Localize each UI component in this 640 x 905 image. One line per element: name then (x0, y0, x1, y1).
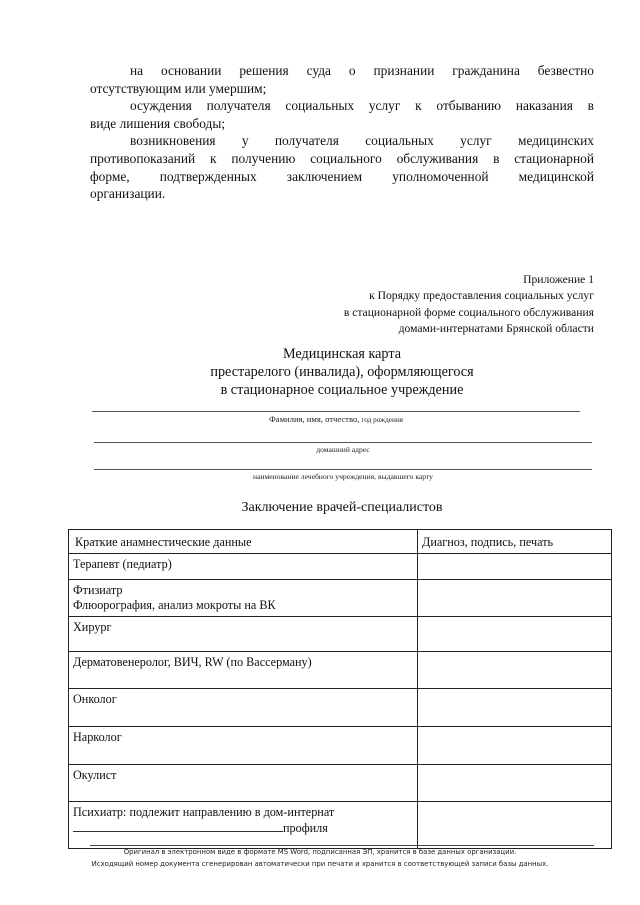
specialist-label: Дерматовенеролог, ВИЧ, RW (по Вассерману) (73, 655, 312, 669)
col1-header: Краткие анамнестические данные (75, 535, 252, 549)
table-row (69, 652, 612, 689)
specialist-label: Окулист (73, 768, 117, 782)
psychiatrist-profile-line (73, 820, 413, 836)
diagnosis-cell[interactable] (418, 617, 612, 652)
diagnosis-cell[interactable] (418, 802, 612, 849)
psychiatrist-label: Психиатр: подлежит направлению в дом-интернат (73, 805, 335, 819)
specialist-label: Хирург (73, 620, 112, 634)
table-cell (69, 652, 418, 689)
address-label: домашний адрес (316, 445, 370, 454)
table-row (69, 554, 612, 580)
intro-line: на основании решения суда о признании гражданина безвестно (130, 63, 594, 78)
intro-line: отсутствующим или умершим; (90, 80, 267, 96)
dob-label: год рождения (361, 416, 403, 424)
specialist-sublabel: Флюорография, анализ мокроты на ВК (73, 598, 276, 612)
table-cell (69, 727, 418, 765)
col2-header: Диагноз, подпись, печать (422, 535, 554, 549)
table-row (69, 580, 612, 617)
appendix-line: к Порядку предоставления социальных услуг (369, 289, 594, 303)
table-header-cell (69, 530, 418, 554)
specialist-label: Онколог (73, 692, 117, 706)
profile-blank[interactable] (73, 820, 283, 832)
appendix-line: в стационарной форме социального обслуживания (343, 305, 594, 319)
specialist-label: Нарколог (73, 730, 122, 744)
institution-label: наименование лечебного учреждения, выдавшего карту (253, 472, 433, 481)
appendix-line: домами-интернатами Брянской области (398, 321, 594, 335)
intro-line: форме, подтвержденных заключением уполномоченной медицинской (90, 168, 594, 184)
footer-line: Оригинал в электронном виде в формате MS Word, подписанная ЭП, хранится в базе данных организации. (123, 848, 517, 856)
specialists-table (68, 529, 612, 849)
card-title-line: в стационарное социальное учреждение (220, 381, 464, 398)
footer-rule (90, 845, 594, 846)
diagnosis-cell[interactable] (418, 689, 612, 727)
table-cell (69, 802, 418, 849)
table-cell (69, 765, 418, 802)
intro-line: виде лишения свободы; (90, 115, 226, 131)
diagnosis-cell[interactable] (418, 727, 612, 765)
profile-label: профиля (283, 821, 328, 835)
intro-line: возникновения у получателя социальных услуг медицинских (130, 133, 594, 149)
fio-rule[interactable] (92, 411, 580, 412)
intro-line: осуждения получателя социальных услуг к отбыванию наказания в (130, 98, 594, 114)
card-title-line: Медицинская карта (282, 346, 402, 362)
specialist-label: Терапевт (педиатр) (73, 557, 172, 571)
section-heading: Заключение врачей-специалистов (241, 500, 443, 515)
table-row (69, 689, 612, 727)
fio-label: Фамилия, имя, отчество, (269, 414, 360, 424)
diagnosis-cell[interactable] (418, 580, 612, 617)
fio-caption (92, 414, 580, 424)
table-row (69, 802, 612, 849)
table-cell (69, 617, 418, 652)
institution-rule[interactable] (94, 469, 592, 470)
table-cell (69, 580, 418, 617)
table-row (69, 617, 612, 652)
table-cell (69, 554, 418, 580)
appendix-header (344, 272, 594, 337)
intro-line: организации. (90, 186, 166, 202)
address-rule[interactable] (94, 442, 592, 443)
card-title (90, 346, 594, 399)
diagnosis-cell[interactable] (418, 554, 612, 580)
card-title-line: престарелого (инвалида), оформляющегося (210, 363, 474, 380)
footer-line: Исходящий номер документа сгенерирован автоматически при печати и хранится в соответствующей записи базы данных. (91, 860, 549, 868)
table-row (69, 727, 612, 765)
table-header-cell (418, 530, 612, 554)
table-cell (69, 689, 418, 727)
table-row (69, 765, 612, 802)
specialist-label: Фтизиатр (73, 583, 123, 597)
intro-line: противопоказаний к получению социального обслуживания в стационарной (90, 150, 594, 166)
diagnosis-cell[interactable] (418, 652, 612, 689)
diagnosis-cell[interactable] (418, 765, 612, 802)
table-header-row (69, 530, 612, 554)
intro-paragraph (90, 62, 594, 203)
appendix-line: Приложение 1 (523, 273, 594, 286)
